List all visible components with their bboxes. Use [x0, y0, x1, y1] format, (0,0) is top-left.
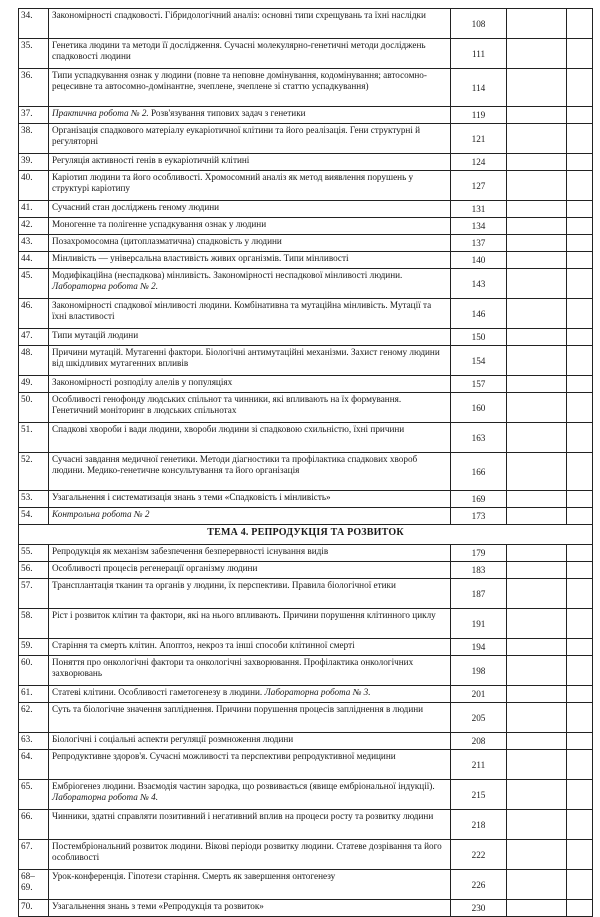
lesson-number: 51. [19, 423, 49, 453]
lesson-title-text: Причини мутацій. Мутагенні фактори. Біологічні антимутаційні механізми. Захист геному людини від шкідливих мутагенних впливів [52, 347, 440, 368]
lesson-number: 44. [19, 252, 49, 269]
blank-cell [507, 733, 567, 750]
lesson-page-number: 119 [451, 107, 507, 124]
blank-cell [567, 299, 593, 329]
lesson-title-text: Поняття про онкологічні фактори та онкологічні захворювання. Профілактика онкологічних захворювань [52, 657, 414, 678]
blank-cell [567, 870, 593, 900]
lesson-title [49, 870, 451, 900]
lesson-title [49, 639, 451, 656]
blank-cell [567, 9, 593, 39]
lesson-page-number: 108 [451, 9, 507, 39]
lesson-title [49, 579, 451, 609]
lesson-row [19, 39, 593, 69]
lesson-title [49, 376, 451, 393]
lesson-title-text: Сучасний стан досліджень геному людини [52, 202, 220, 212]
lesson-number: 67. [19, 840, 49, 870]
blank-cell [567, 171, 593, 201]
lesson-title-text: Постембріональний розвиток людини. Вікові періоди розвитку людини. Статеве дозрівання та його особливості [52, 841, 442, 862]
lesson-number: 70. [19, 900, 49, 917]
lesson-number: 39. [19, 154, 49, 171]
lesson-title [49, 840, 451, 870]
lesson-title [49, 780, 451, 810]
lesson-page-number: 226 [451, 870, 507, 900]
lesson-page-number: 222 [451, 840, 507, 870]
blank-cell [507, 810, 567, 840]
lesson-row [19, 870, 593, 900]
lesson-number: 50. [19, 393, 49, 423]
blank-cell [567, 393, 593, 423]
blank-cell [507, 609, 567, 639]
lesson-practical-label: Лабораторна робота № 3. [264, 687, 371, 697]
lesson-row [19, 639, 593, 656]
lesson-page-number: 183 [451, 562, 507, 579]
lesson-title-text: Розв'язування типових задач з генетики [148, 108, 306, 118]
lesson-title [49, 423, 451, 453]
lesson-row [19, 201, 593, 218]
blank-cell [507, 639, 567, 656]
blank-cell [507, 545, 567, 562]
blank-cell [567, 201, 593, 218]
lesson-title [49, 9, 451, 39]
lesson-number: 60. [19, 656, 49, 686]
lesson-rows-theme-3 [19, 9, 593, 525]
lesson-row [19, 780, 593, 810]
lesson-title [49, 107, 451, 124]
lesson-page-number: 114 [451, 69, 507, 107]
lesson-title-text: Біологічні і соціальні аспекти регуляції розмноження людини [52, 734, 294, 744]
blank-cell [567, 269, 593, 299]
lesson-number: 34. [19, 9, 49, 39]
lesson-practical-label: Контрольна робота № 2 [52, 509, 150, 519]
lesson-row [19, 703, 593, 733]
lesson-title-text: Статеві клітини. Особливості гаметогенезу в людини. [52, 687, 265, 697]
lesson-title-text: Закономірності розподілу алелів у популяціях [52, 377, 233, 387]
lesson-page-number: 157 [451, 376, 507, 393]
blank-cell [567, 235, 593, 252]
lesson-number: 40. [19, 171, 49, 201]
blank-cell [567, 780, 593, 810]
lesson-title [49, 703, 451, 733]
lesson-practical-label: Лабораторна робота № 2. [52, 280, 159, 291]
lesson-row [19, 686, 593, 703]
lesson-row [19, 453, 593, 491]
lesson-page-number: 173 [451, 508, 507, 525]
lesson-title [49, 686, 451, 703]
blank-cell [567, 900, 593, 917]
lesson-number: 65. [19, 780, 49, 810]
lesson-row [19, 750, 593, 780]
blank-cell [507, 562, 567, 579]
blank-cell [567, 154, 593, 171]
lesson-title-text: Ембріогенез людини. Взаємодія частин зародка, що розвивається (явище ембріональної індукції). [52, 781, 435, 791]
blank-cell [567, 609, 593, 639]
lesson-title [49, 733, 451, 750]
lesson-title-text: Моногенне та полігенне успадкування ознак у людини [52, 219, 267, 229]
lesson-title [49, 346, 451, 376]
lesson-row [19, 9, 593, 39]
blank-cell [567, 733, 593, 750]
blank-cell [507, 870, 567, 900]
lesson-number: 36. [19, 69, 49, 107]
lesson-practical-label: Практична робота № 2. [52, 108, 149, 118]
lesson-page-number: 137 [451, 235, 507, 252]
lesson-number: 56. [19, 562, 49, 579]
blank-cell [507, 218, 567, 235]
lesson-page-number: 211 [451, 750, 507, 780]
lesson-title-text: Ріст і розвиток клітин та фактори, які на нього впливають. Причини порушення клітинного циклу [52, 610, 436, 620]
blank-cell [507, 656, 567, 686]
lesson-title-text: Трансплантація тканин та органів у людини, їх перспективи. Правила біологічної етики [52, 580, 396, 590]
lesson-row [19, 69, 593, 107]
lesson-title [49, 235, 451, 252]
lesson-title-text: Особливості генофонду людських спільнот та чинники, які впливають на їх формування. Генетичний моніторинг в людських спільнотах [52, 394, 402, 415]
lesson-title [49, 656, 451, 686]
lesson-title [49, 750, 451, 780]
lesson-title-text: Узагальнення і систематизація знань з теми «Спадковість і мінливість» [52, 492, 331, 502]
blank-cell [567, 639, 593, 656]
lesson-title [49, 491, 451, 508]
lesson-table [18, 8, 593, 917]
lesson-number: 66. [19, 810, 49, 840]
blank-cell [507, 900, 567, 917]
lesson-page-number: 215 [451, 780, 507, 810]
blank-cell [567, 491, 593, 508]
lesson-title [49, 69, 451, 107]
lesson-title [49, 900, 451, 917]
lesson-title-text: Типи успадкування ознак у людини (повне та неповне домінування, кодомінування; автосомно-рецесивне та автосомно-домінантне, зчеплене, зчеплене зі статтю успадкування) [52, 70, 427, 91]
lesson-title-text: Типи мутацій людини [52, 330, 139, 340]
lesson-title-text: Суть та біологічне значення запліднення. Причини порушення процесів запліднення в людини [52, 704, 424, 714]
blank-cell [567, 703, 593, 733]
blank-cell [507, 453, 567, 491]
lesson-page-number: 154 [451, 346, 507, 376]
lesson-title-text: Закономірності спадкової мінливості людини. Комбінативна та мутаційна мінливість. Мутації та їхні властивості [52, 300, 432, 321]
lesson-number: 57. [19, 579, 49, 609]
lesson-page-number: 230 [451, 900, 507, 917]
blank-cell [507, 579, 567, 609]
lesson-number: 58. [19, 609, 49, 639]
lesson-row [19, 346, 593, 376]
blank-cell [507, 235, 567, 252]
blank-cell [507, 329, 567, 346]
lesson-row [19, 218, 593, 235]
lesson-page-number: 127 [451, 171, 507, 201]
lesson-row [19, 733, 593, 750]
lesson-page-number: 201 [451, 686, 507, 703]
lesson-number: 45. [19, 269, 49, 299]
lesson-number: 68–69. [19, 870, 49, 900]
lesson-number: 46. [19, 299, 49, 329]
lesson-number: 59. [19, 639, 49, 656]
lesson-page-number: 143 [451, 269, 507, 299]
blank-cell [567, 810, 593, 840]
blank-cell [567, 218, 593, 235]
lesson-page-number: 150 [451, 329, 507, 346]
blank-cell [507, 269, 567, 299]
curriculum-sheet [18, 8, 592, 917]
blank-cell [567, 453, 593, 491]
blank-cell [507, 376, 567, 393]
blank-cell [507, 252, 567, 269]
lesson-number: 42. [19, 218, 49, 235]
section-heading-row [19, 525, 593, 545]
lesson-title [49, 124, 451, 154]
lesson-title-text: Закономірності спадковості. Гібридологічний аналіз: основні типи схрещувань та їхні наслідки [52, 10, 426, 20]
lesson-row [19, 579, 593, 609]
lesson-page-number: 121 [451, 124, 507, 154]
lesson-row [19, 299, 593, 329]
lesson-title-text: Організація спадкового матеріалу еукаріотичної клітини та його реалізація. Гени структурні й регуляторні [52, 125, 421, 146]
lesson-title-text: Особливості процесів регенерації організму людини [52, 563, 258, 573]
lesson-number: 52. [19, 453, 49, 491]
lesson-row [19, 393, 593, 423]
lesson-rows-theme-4 [19, 545, 593, 917]
lesson-title [49, 218, 451, 235]
lesson-number: 63. [19, 733, 49, 750]
lesson-title-text: Репродуктивне здоров'я. Сучасні можливості та перспективи репродуктивної медицини [52, 751, 396, 761]
lesson-number: 53. [19, 491, 49, 508]
lesson-row [19, 252, 593, 269]
lesson-number: 61. [19, 686, 49, 703]
lesson-row [19, 609, 593, 639]
lesson-number: 49. [19, 376, 49, 393]
lesson-title [49, 810, 451, 840]
lesson-title-text: Каріотип людини та його особливості. Хромосомний аналіз як метод виявлення порушень у структурі каріотипу [52, 172, 414, 193]
blank-cell [507, 299, 567, 329]
lesson-title-text: Регуляція активності генів в еукаріотичній клітині [52, 155, 250, 165]
blank-cell [507, 780, 567, 810]
lesson-title-text: Генетика людини та методи її дослідження. Сучасні молекулярно-генетичні методи досліджень спадковості людини [52, 40, 426, 61]
lesson-row [19, 656, 593, 686]
lesson-title [49, 545, 451, 562]
lesson-row [19, 508, 593, 525]
lesson-row [19, 154, 593, 171]
blank-cell [567, 508, 593, 525]
blank-cell [567, 107, 593, 124]
blank-cell [567, 329, 593, 346]
lesson-row [19, 171, 593, 201]
lesson-row [19, 423, 593, 453]
blank-cell [567, 545, 593, 562]
lesson-page-number: 131 [451, 201, 507, 218]
lesson-title [49, 508, 451, 525]
lesson-number: 48. [19, 346, 49, 376]
lesson-page-number: 179 [451, 545, 507, 562]
lesson-title [49, 453, 451, 491]
blank-cell [567, 124, 593, 154]
lesson-number: 62. [19, 703, 49, 733]
lesson-row [19, 900, 593, 917]
lesson-page-number: 124 [451, 154, 507, 171]
lesson-page-number: 140 [451, 252, 507, 269]
lesson-row [19, 124, 593, 154]
blank-cell [507, 154, 567, 171]
lesson-page-number: 146 [451, 299, 507, 329]
lesson-page-number: 134 [451, 218, 507, 235]
blank-cell [507, 840, 567, 870]
blank-cell [507, 9, 567, 39]
blank-cell [507, 124, 567, 154]
blank-cell [567, 840, 593, 870]
lesson-number: 43. [19, 235, 49, 252]
blank-cell [507, 69, 567, 107]
lesson-page-number: 198 [451, 656, 507, 686]
lesson-number: 41. [19, 201, 49, 218]
blank-cell [507, 201, 567, 218]
section-heading: ТЕМА 4. РЕПРОДУКЦІЯ ТА РОЗВИТОК [19, 525, 593, 545]
lesson-row [19, 545, 593, 562]
lesson-title-text: Мінливість — універсальна властивість живих організмів. Типи мінливості [52, 253, 349, 263]
blank-cell [567, 656, 593, 686]
lesson-title [49, 299, 451, 329]
lesson-title-text: Узагальнення знань з теми «Репродукція та розвиток» [52, 901, 264, 911]
lesson-practical-label: Лабораторна робота № 4. [52, 791, 159, 802]
blank-cell [507, 346, 567, 376]
lesson-title-text: Репродукція як механізм забезпечення безперервності існування видів [52, 546, 329, 556]
blank-cell [507, 171, 567, 201]
lesson-row [19, 329, 593, 346]
lesson-title-text: Чинники, здатні справляти позитивний і негативний вплив на процеси росту та розвитку людини [52, 811, 434, 821]
lesson-title-text: Спадкові хвороби і вади людини, хвороби людини зі спадковою схильністю, їхні причини [52, 424, 405, 434]
blank-cell [507, 393, 567, 423]
blank-cell [567, 252, 593, 269]
blank-cell [507, 686, 567, 703]
lesson-title [49, 252, 451, 269]
lesson-page-number: 205 [451, 703, 507, 733]
lesson-page-number: 160 [451, 393, 507, 423]
blank-cell [567, 562, 593, 579]
lesson-page-number: 191 [451, 609, 507, 639]
lesson-row [19, 562, 593, 579]
lesson-title [49, 393, 451, 423]
lesson-row [19, 376, 593, 393]
blank-cell [507, 508, 567, 525]
lesson-page-number: 166 [451, 453, 507, 491]
blank-cell [507, 491, 567, 508]
lesson-title-text: Сучасні завдання медичної генетики. Методи діагностики та профілактика спадкових хвороб людини. Медико-генетичне консультування та його організація [52, 454, 418, 475]
lesson-page-number: 163 [451, 423, 507, 453]
blank-cell [567, 39, 593, 69]
blank-cell [507, 750, 567, 780]
blank-cell [567, 750, 593, 780]
blank-cell [507, 39, 567, 69]
blank-cell [567, 376, 593, 393]
lesson-row [19, 269, 593, 299]
lesson-title [49, 39, 451, 69]
lesson-number: 38. [19, 124, 49, 154]
lesson-title-text: Позахромосомна (цитоплазматична) спадковість у людини [52, 236, 282, 246]
lesson-title-text: Модифікаційна (неспадкова) мінливість. Закономірності неспадкової мінливості людини. [52, 270, 403, 280]
lesson-page-number: 187 [451, 579, 507, 609]
lesson-title [49, 269, 451, 299]
lesson-number: 64. [19, 750, 49, 780]
lesson-page-number: 169 [451, 491, 507, 508]
lesson-row [19, 107, 593, 124]
blank-cell [507, 107, 567, 124]
lesson-row [19, 491, 593, 508]
lesson-title [49, 154, 451, 171]
lesson-title [49, 562, 451, 579]
blank-cell [507, 423, 567, 453]
lesson-title [49, 609, 451, 639]
blank-cell [567, 69, 593, 107]
lesson-number: 35. [19, 39, 49, 69]
lesson-row [19, 810, 593, 840]
blank-cell [567, 423, 593, 453]
lesson-title [49, 171, 451, 201]
lesson-number: 55. [19, 545, 49, 562]
lesson-page-number: 111 [451, 39, 507, 69]
lesson-row [19, 235, 593, 252]
lesson-number: 54. [19, 508, 49, 525]
lesson-title [49, 329, 451, 346]
blank-cell [507, 703, 567, 733]
lesson-title [49, 201, 451, 218]
lesson-title-text: Старіння та смерть клітин. Апоптоз, некроз та інші способи клітинної смерті [52, 640, 355, 650]
lesson-number: 37. [19, 107, 49, 124]
lesson-page-number: 194 [451, 639, 507, 656]
blank-cell [567, 686, 593, 703]
lesson-page-number: 208 [451, 733, 507, 750]
lesson-page-number: 218 [451, 810, 507, 840]
lesson-row [19, 840, 593, 870]
lesson-number: 47. [19, 329, 49, 346]
lesson-title-text: Урок-конференція. Гіпотези старіння. Смерть як завершення онтогенезу [52, 871, 336, 881]
blank-cell [567, 579, 593, 609]
blank-cell [567, 346, 593, 376]
